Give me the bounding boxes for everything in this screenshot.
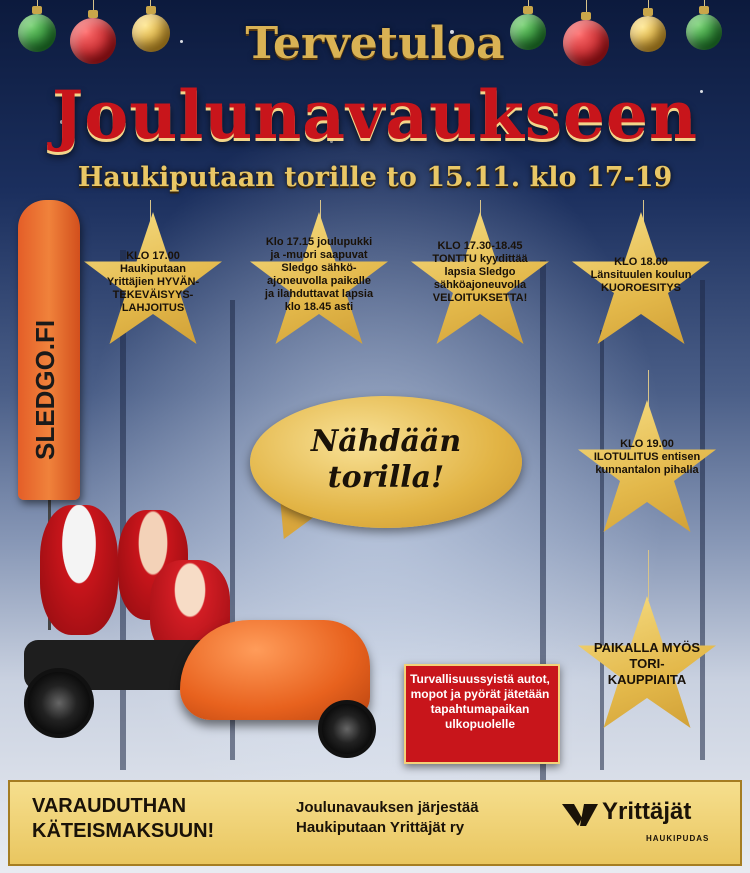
event-star-3-text: KLO 17.30-18.45 TONTTU kyydittää lapsia Sledgo sähköajoneuvolla VELOITUKSETTA! — [432, 240, 528, 304]
footer-organizer: Joulunavauksen järjestää Haukiputaan Yrittäjät ry — [296, 799, 479, 836]
vehicle-wheel-left — [24, 668, 94, 738]
tree-silhouette — [600, 330, 604, 770]
footer-cash-notice: VARAUDUTHAN KÄTEISMAKSUUN! — [32, 795, 215, 842]
yrittajat-logo-subtext: HAUKIPUDAS — [646, 834, 710, 843]
tree-silhouette — [700, 280, 705, 760]
yrittajat-logo-icon — [560, 800, 600, 830]
yrittajat-logo-text: Yrittäjät — [602, 798, 692, 825]
subtitle-location-date: Haukiputaan torille to 15.11. klo 17-19 — [77, 162, 673, 193]
event-star-4-text: KLO 18.00 Länsituulen koulun KUOROESITYS — [590, 256, 692, 294]
santa-figure — [40, 505, 118, 635]
sledgo-flag-label: SLEDGO.FI — [30, 319, 60, 460]
event-star-1-text: KLO 17.00 Haukiputaan Yrittäjien HYVÄN-TEKEVÄISYYS-LAHJOITUS — [106, 250, 200, 314]
event-star-5-text: KLO 19.00 ILOTULITUS entisen kunnantalon pihalla — [593, 438, 701, 476]
event-star-2-text: Klo 17.15 joulupukki ja -muori saapuvat Sledgo sähkö-ajoneuvolla paikalle ja ilahduttavat lapsia klo 18.45 asti — [264, 236, 374, 313]
speech-bubble-text: Nähdään torilla! — [310, 424, 462, 495]
safety-notice-text: Turvallisuussyistä autot, mopot ja pyörät jätetään tapahtumapaikan ulkopuolelle — [410, 672, 550, 731]
title-welcome: Tervetuloa — [245, 18, 505, 69]
title-main: Joulunavaukseen — [52, 76, 698, 154]
star-string — [648, 550, 649, 600]
vehicle-wheel-right — [318, 700, 376, 758]
event-star-6-text: PAIKALLA MYÖS TORI-KAUPPIAITA — [593, 640, 701, 687]
